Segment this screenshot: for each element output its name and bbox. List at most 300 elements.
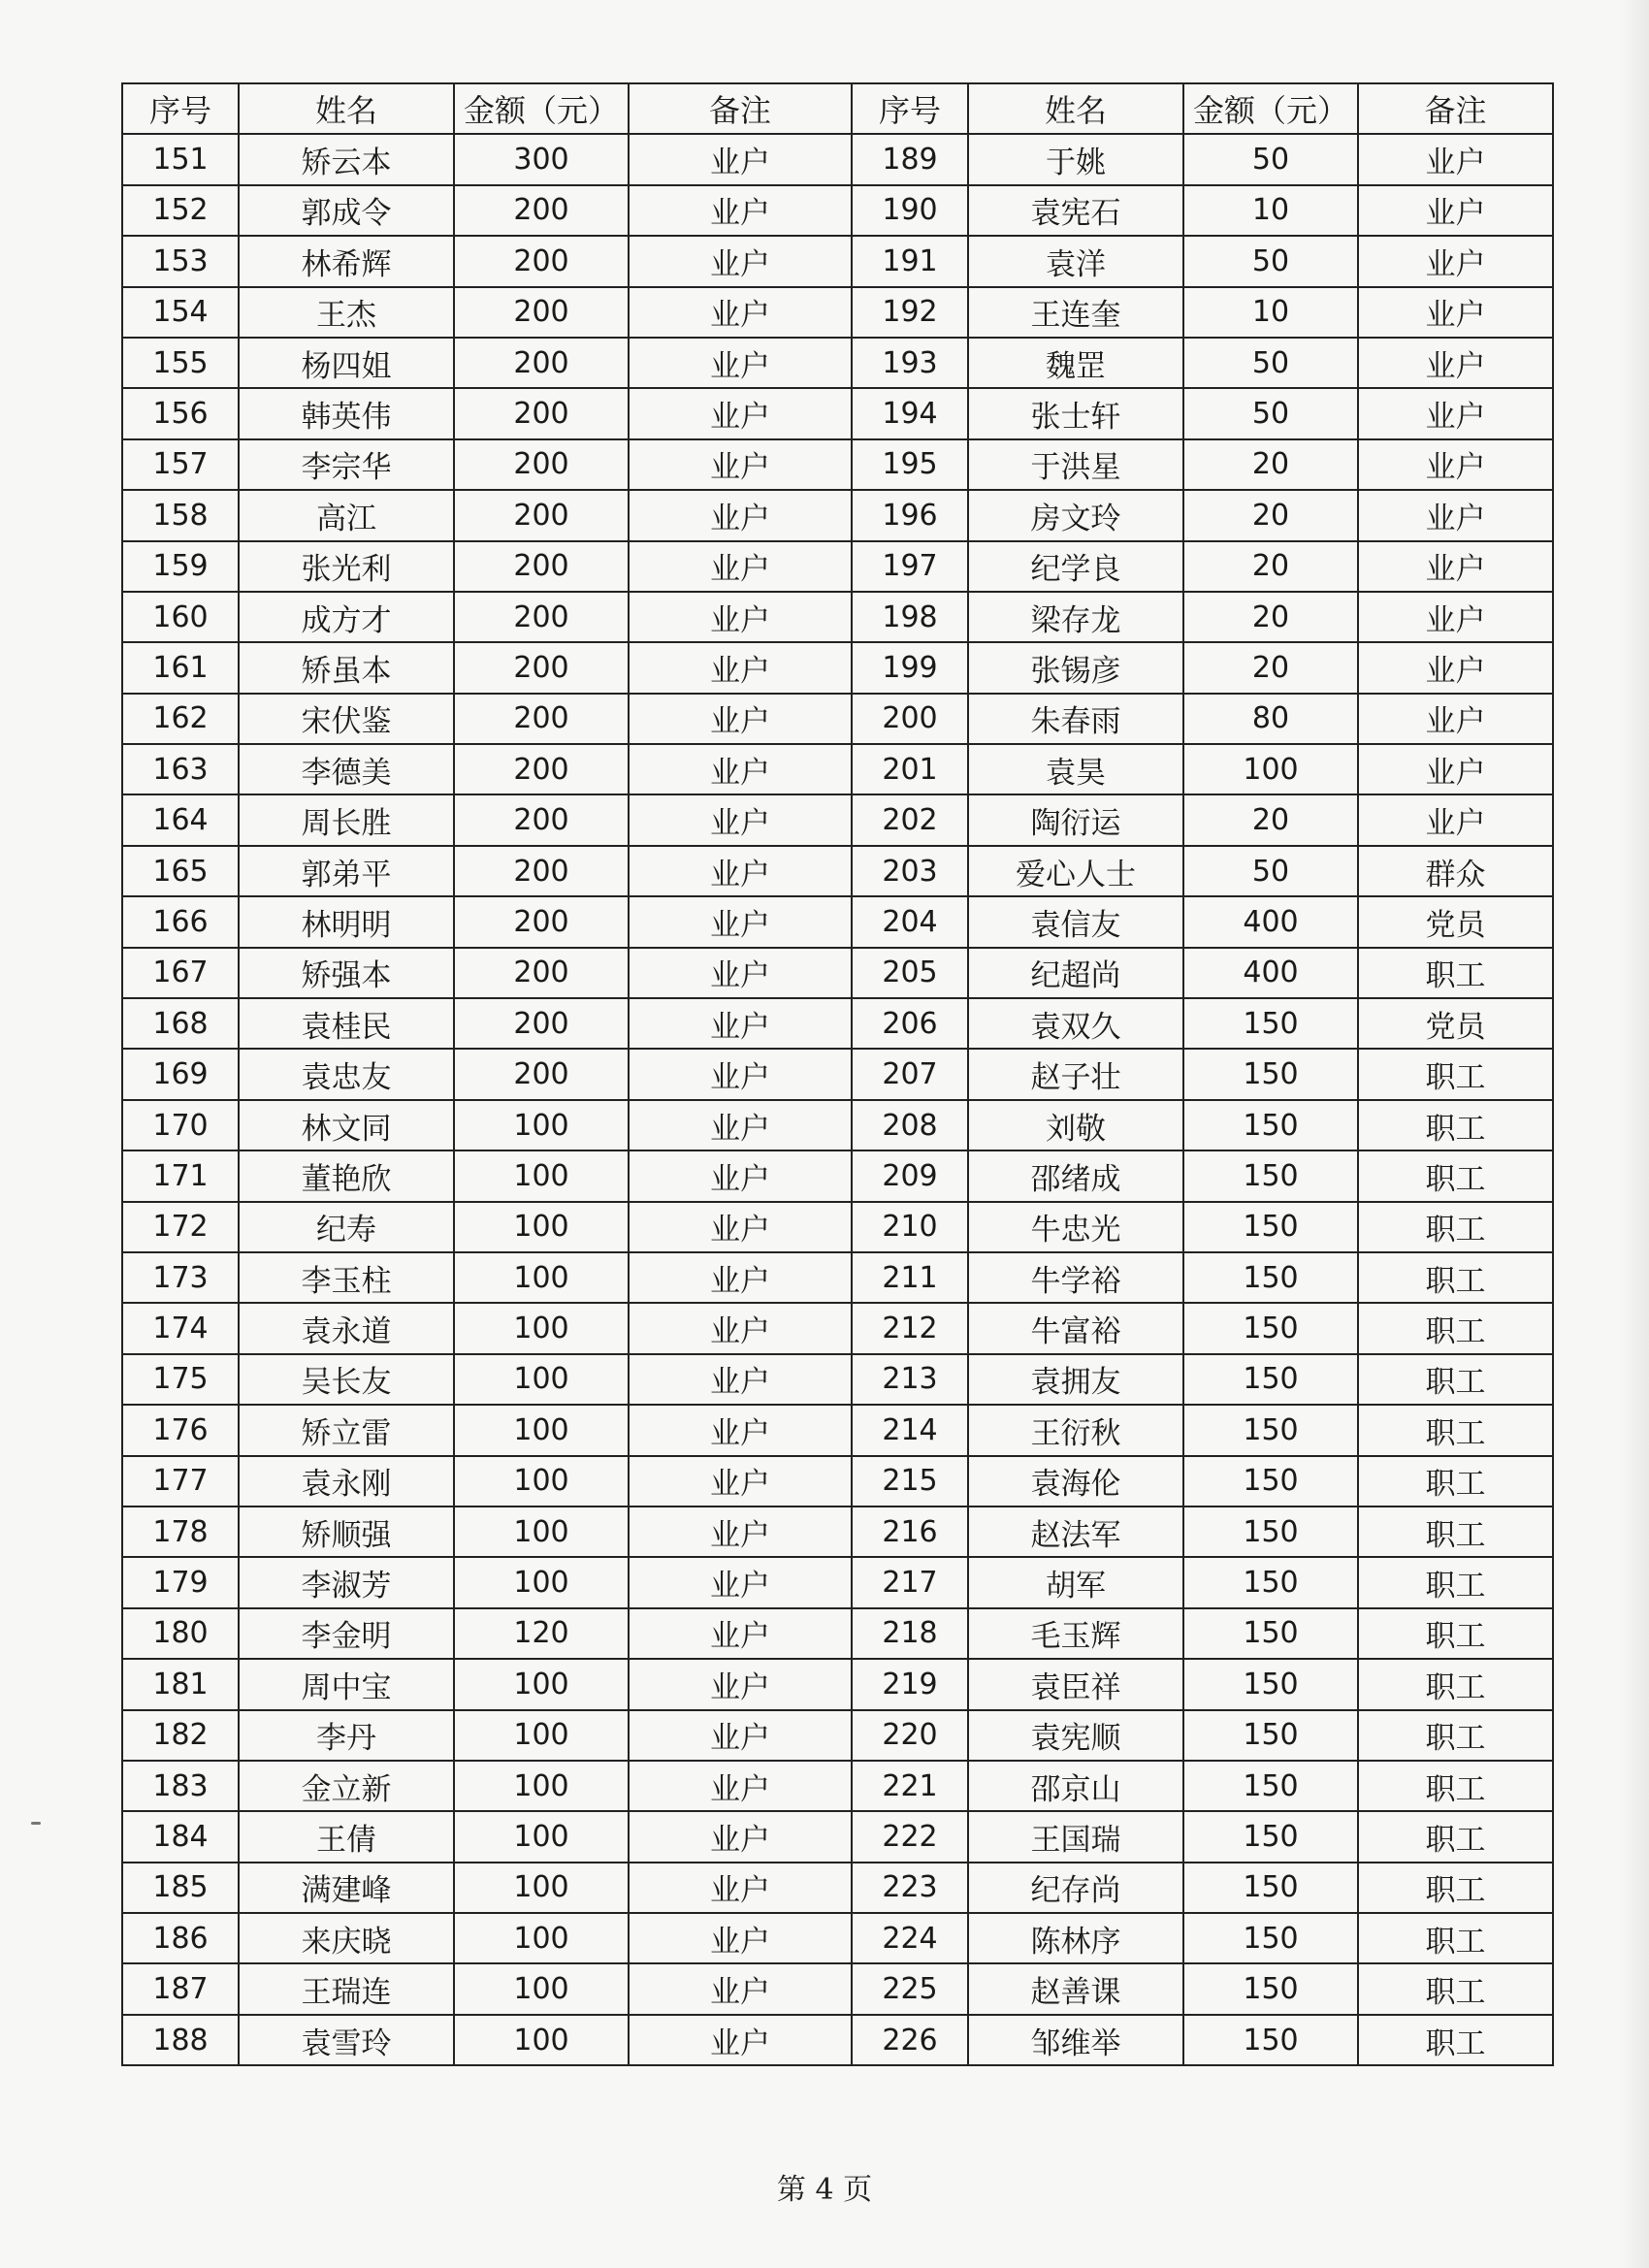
- remark-cell: 业户: [629, 541, 852, 592]
- remark-cell: 业户: [1358, 744, 1553, 794]
- name-cell: 王杰: [239, 287, 454, 338]
- amount-cell: 100: [454, 1863, 629, 1913]
- remark-cell: 业户: [629, 1659, 852, 1709]
- index-cell: 186: [122, 1913, 239, 1963]
- name-cell: 于洪星: [968, 439, 1183, 490]
- amount-cell: 50: [1183, 236, 1358, 286]
- remark-cell: 职工: [1358, 1354, 1553, 1405]
- table-row: [122, 388, 1553, 438]
- amount-cell: 200: [454, 794, 629, 845]
- name-cell: 矫强本: [239, 948, 454, 998]
- remark-cell: 业户: [629, 948, 852, 998]
- name-cell: 爱心人士: [968, 846, 1183, 896]
- amount-cell: 400: [1183, 896, 1358, 947]
- remark-cell: 业户: [629, 1405, 852, 1455]
- amount-cell: 150: [1183, 1303, 1358, 1353]
- name-cell: 来庆晓: [239, 1913, 454, 1963]
- index-cell: 158: [122, 490, 239, 540]
- amount-cell: 150: [1183, 1202, 1358, 1252]
- index-cell: 201: [852, 744, 968, 794]
- name-cell: 毛玉辉: [968, 1608, 1183, 1659]
- index-cell: 209: [852, 1150, 968, 1201]
- amount-cell: 100: [454, 1710, 629, 1761]
- amount-cell: 100: [454, 1811, 629, 1862]
- donation-roster-table: [121, 82, 1554, 2066]
- name-cell: 袁雪玲: [239, 2015, 454, 2065]
- remark-cell: 业户: [1358, 794, 1553, 845]
- remark-cell: 业户: [629, 1963, 852, 2014]
- name-cell: 房文玲: [968, 490, 1183, 540]
- amount-cell: 150: [1183, 1354, 1358, 1405]
- name-cell: 矫虽本: [239, 642, 454, 693]
- amount-cell: 150: [1183, 1100, 1358, 1150]
- index-cell: 163: [122, 744, 239, 794]
- remark-cell: 业户: [629, 1354, 852, 1405]
- amount-cell: 100: [454, 1405, 629, 1455]
- index-cell: 223: [852, 1863, 968, 1913]
- amount-cell: 100: [454, 1761, 629, 1811]
- remark-cell: 业户: [629, 998, 852, 1049]
- index-cell: 178: [122, 1507, 239, 1557]
- amount-cell: 50: [1183, 338, 1358, 388]
- remark-cell: 业户: [1358, 439, 1553, 490]
- index-cell: 212: [852, 1303, 968, 1353]
- index-cell: 159: [122, 541, 239, 592]
- name-cell: 魏罡: [968, 338, 1183, 388]
- amount-cell: 100: [1183, 744, 1358, 794]
- table-row: [122, 998, 1553, 1049]
- index-cell: 176: [122, 1405, 239, 1455]
- index-cell: 190: [852, 185, 968, 236]
- remark-cell: 业户: [629, 846, 852, 896]
- remark-cell: 业户: [629, 1863, 852, 1913]
- amount-cell: 150: [1183, 1049, 1358, 1099]
- table-row: [122, 1863, 1553, 1913]
- amount-cell: 80: [1183, 694, 1358, 744]
- name-cell: 董艳欣: [239, 1150, 454, 1201]
- name-cell: 郭弟平: [239, 846, 454, 896]
- remark-cell: 职工: [1358, 1710, 1553, 1761]
- name-cell: 邵京山: [968, 1761, 1183, 1811]
- name-cell: 李宗华: [239, 439, 454, 490]
- name-cell: 胡军: [968, 1557, 1183, 1607]
- name-cell: 林文同: [239, 1100, 454, 1150]
- amount-cell: 100: [454, 1659, 629, 1709]
- remark-cell: 业户: [629, 1150, 852, 1201]
- index-cell: 202: [852, 794, 968, 845]
- remark-cell: 业户: [629, 694, 852, 744]
- amount-cell: 100: [454, 1354, 629, 1405]
- index-cell: 191: [852, 236, 968, 286]
- remark-cell: 业户: [629, 1202, 852, 1252]
- remark-cell: 业户: [629, 1049, 852, 1099]
- index-cell: 214: [852, 1405, 968, 1455]
- index-cell: 187: [122, 1963, 239, 2014]
- amount-cell: 300: [454, 134, 629, 184]
- index-cell: 165: [122, 846, 239, 896]
- index-cell: 216: [852, 1507, 968, 1557]
- remark-cell: 职工: [1358, 1303, 1553, 1353]
- remark-cell: 业户: [629, 388, 852, 438]
- remark-cell: 职工: [1358, 1405, 1553, 1455]
- index-cell: 208: [852, 1100, 968, 1150]
- index-cell: 162: [122, 694, 239, 744]
- name-cell: 陶衍运: [968, 794, 1183, 845]
- index-cell: 154: [122, 287, 239, 338]
- index-cell: 210: [852, 1202, 968, 1252]
- name-cell: 牛忠光: [968, 1202, 1183, 1252]
- index-cell: 168: [122, 998, 239, 1049]
- amount-cell: 150: [1183, 998, 1358, 1049]
- remark-cell: 业户: [1358, 642, 1553, 693]
- remark-cell: 职工: [1358, 1863, 1553, 1913]
- index-cell: 217: [852, 1557, 968, 1607]
- header-amount: 金额（元）: [1183, 83, 1358, 134]
- amount-cell: 20: [1183, 541, 1358, 592]
- name-cell: 王连奎: [968, 287, 1183, 338]
- name-cell: 袁忠友: [239, 1049, 454, 1099]
- remark-cell: 业户: [629, 592, 852, 642]
- index-cell: 167: [122, 948, 239, 998]
- remark-cell: 职工: [1358, 1252, 1553, 1303]
- name-cell: 袁双久: [968, 998, 1183, 1049]
- amount-cell: 200: [454, 388, 629, 438]
- name-cell: 袁拥友: [968, 1354, 1183, 1405]
- amount-cell: 20: [1183, 439, 1358, 490]
- remark-cell: 业户: [629, 185, 852, 236]
- table-row: [122, 642, 1553, 693]
- remark-cell: 业户: [629, 1507, 852, 1557]
- remark-cell: 职工: [1358, 1049, 1553, 1099]
- table-row: [122, 134, 1553, 184]
- name-cell: 李德美: [239, 744, 454, 794]
- amount-cell: 150: [1183, 1710, 1358, 1761]
- remark-cell: 职工: [1358, 1608, 1553, 1659]
- amount-cell: 100: [454, 1303, 629, 1353]
- amount-cell: 150: [1183, 1863, 1358, 1913]
- name-cell: 袁桂民: [239, 998, 454, 1049]
- name-cell: 纪学良: [968, 541, 1183, 592]
- table-row: [122, 1252, 1553, 1303]
- remark-cell: 职工: [1358, 1963, 1553, 2014]
- index-cell: 155: [122, 338, 239, 388]
- remark-cell: 业户: [629, 134, 852, 184]
- amount-cell: 150: [1183, 1507, 1358, 1557]
- remark-cell: 业户: [629, 236, 852, 286]
- name-cell: 邹维举: [968, 2015, 1183, 2065]
- remark-cell: 业户: [1358, 185, 1553, 236]
- remark-cell: 业户: [629, 439, 852, 490]
- index-cell: 194: [852, 388, 968, 438]
- index-cell: 207: [852, 1049, 968, 1099]
- table-row: [122, 592, 1553, 642]
- name-cell: 纪超尚: [968, 948, 1183, 998]
- name-cell: 张锡彦: [968, 642, 1183, 693]
- remark-cell: 业户: [1358, 236, 1553, 286]
- amount-cell: 10: [1183, 287, 1358, 338]
- remark-cell: 业户: [629, 744, 852, 794]
- roster-body: [122, 134, 1553, 2065]
- index-cell: 184: [122, 1811, 239, 1862]
- name-cell: 袁臣祥: [968, 1659, 1183, 1709]
- amount-cell: 20: [1183, 592, 1358, 642]
- header-index: 序号: [122, 83, 239, 134]
- amount-cell: 150: [1183, 1811, 1358, 1862]
- name-cell: 邵绪成: [968, 1150, 1183, 1201]
- amount-cell: 120: [454, 1608, 629, 1659]
- remark-cell: 业户: [629, 287, 852, 338]
- remark-cell: 党员: [1358, 998, 1553, 1049]
- table-row: [122, 541, 1553, 592]
- index-cell: 221: [852, 1761, 968, 1811]
- amount-cell: 150: [1183, 1913, 1358, 1963]
- table-row: [122, 338, 1553, 388]
- remark-cell: 业户: [629, 1811, 852, 1862]
- table-row: [122, 1659, 1553, 1709]
- table-row: [122, 1557, 1553, 1607]
- index-cell: 185: [122, 1863, 239, 1913]
- remark-cell: 业户: [1358, 541, 1553, 592]
- amount-cell: 200: [454, 236, 629, 286]
- name-cell: 梁存龙: [968, 592, 1183, 642]
- index-cell: 160: [122, 592, 239, 642]
- table-row: [122, 1761, 1553, 1811]
- table-row: [122, 948, 1553, 998]
- page-number: 第 4 页: [776, 2173, 873, 2207]
- name-cell: 李丹: [239, 1710, 454, 1761]
- index-cell: 161: [122, 642, 239, 693]
- name-cell: 王衍秋: [968, 1405, 1183, 1455]
- name-cell: 宋伏鉴: [239, 694, 454, 744]
- remark-cell: 业户: [629, 490, 852, 540]
- remark-cell: 业户: [629, 1761, 852, 1811]
- name-cell: 纪存尚: [968, 1863, 1183, 1913]
- remark-cell: 业户: [629, 1913, 852, 1963]
- table-row: [122, 846, 1553, 896]
- scan-mark: [31, 1822, 41, 1825]
- amount-cell: 150: [1183, 1405, 1358, 1455]
- amount-cell: 20: [1183, 642, 1358, 693]
- name-cell: 赵子壮: [968, 1049, 1183, 1099]
- index-cell: 213: [852, 1354, 968, 1405]
- amount-cell: 150: [1183, 1456, 1358, 1507]
- remark-cell: 职工: [1358, 2015, 1553, 2065]
- amount-cell: 400: [1183, 948, 1358, 998]
- index-cell: 193: [852, 338, 968, 388]
- amount-cell: 100: [454, 1507, 629, 1557]
- index-cell: 189: [852, 134, 968, 184]
- index-cell: 181: [122, 1659, 239, 1709]
- header-name: 姓名: [968, 83, 1183, 134]
- index-cell: 177: [122, 1456, 239, 1507]
- amount-cell: 150: [1183, 1557, 1358, 1607]
- amount-cell: 200: [454, 744, 629, 794]
- index-cell: 183: [122, 1761, 239, 1811]
- header-remark: 备注: [1358, 83, 1553, 134]
- remark-cell: 业户: [629, 1557, 852, 1607]
- index-cell: 170: [122, 1100, 239, 1150]
- remark-cell: 业户: [1358, 338, 1553, 388]
- name-cell: 袁海伦: [968, 1456, 1183, 1507]
- amount-cell: 50: [1183, 134, 1358, 184]
- header-row: [122, 83, 1553, 134]
- name-cell: 张士轩: [968, 388, 1183, 438]
- table-row: [122, 1608, 1553, 1659]
- name-cell: 袁宪石: [968, 185, 1183, 236]
- index-cell: 226: [852, 2015, 968, 2065]
- table-row: [122, 1202, 1553, 1252]
- table-row: [122, 1710, 1553, 1761]
- table-row: [122, 744, 1553, 794]
- remark-cell: 业户: [629, 1710, 852, 1761]
- name-cell: 李金明: [239, 1608, 454, 1659]
- amount-cell: 10: [1183, 185, 1358, 236]
- index-cell: 224: [852, 1913, 968, 1963]
- index-cell: 182: [122, 1710, 239, 1761]
- amount-cell: 150: [1183, 1659, 1358, 1709]
- index-cell: 180: [122, 1608, 239, 1659]
- amount-cell: 50: [1183, 846, 1358, 896]
- name-cell: 刘敬: [968, 1100, 1183, 1150]
- index-cell: 218: [852, 1608, 968, 1659]
- table-row: [122, 1913, 1553, 1963]
- amount-cell: 200: [454, 998, 629, 1049]
- name-cell: 李玉柱: [239, 1252, 454, 1303]
- amount-cell: 100: [454, 1963, 629, 2014]
- index-cell: 198: [852, 592, 968, 642]
- amount-cell: 100: [454, 1150, 629, 1201]
- index-cell: 211: [852, 1252, 968, 1303]
- table-row: [122, 439, 1553, 490]
- index-cell: 172: [122, 1202, 239, 1252]
- name-cell: 王倩: [239, 1811, 454, 1862]
- amount-cell: 200: [454, 439, 629, 490]
- index-cell: 169: [122, 1049, 239, 1099]
- remark-cell: 业户: [629, 1608, 852, 1659]
- name-cell: 周长胜: [239, 794, 454, 845]
- name-cell: 高江: [239, 490, 454, 540]
- name-cell: 袁信友: [968, 896, 1183, 947]
- remark-cell: 业户: [629, 794, 852, 845]
- index-cell: 152: [122, 185, 239, 236]
- amount-cell: 20: [1183, 794, 1358, 845]
- index-cell: 192: [852, 287, 968, 338]
- index-cell: 179: [122, 1557, 239, 1607]
- table-row: [122, 490, 1553, 540]
- amount-cell: 150: [1183, 2015, 1358, 2065]
- remark-cell: 职工: [1358, 1100, 1553, 1150]
- amount-cell: 100: [454, 1252, 629, 1303]
- amount-cell: 150: [1183, 1608, 1358, 1659]
- remark-cell: 职工: [1358, 948, 1553, 998]
- amount-cell: 100: [454, 2015, 629, 2065]
- amount-cell: 200: [454, 490, 629, 540]
- amount-cell: 100: [454, 1456, 629, 1507]
- amount-cell: 200: [454, 1049, 629, 1099]
- remark-cell: 业户: [629, 1252, 852, 1303]
- table-row: [122, 694, 1553, 744]
- table-row: [122, 1150, 1553, 1201]
- table-row: [122, 1303, 1553, 1353]
- amount-cell: 200: [454, 185, 629, 236]
- header-index: 序号: [852, 83, 968, 134]
- table-row: [122, 236, 1553, 286]
- name-cell: 陈林序: [968, 1913, 1183, 1963]
- remark-cell: 业户: [1358, 490, 1553, 540]
- amount-cell: 20: [1183, 490, 1358, 540]
- index-cell: 156: [122, 388, 239, 438]
- header-name: 姓名: [239, 83, 454, 134]
- name-cell: 韩英伟: [239, 388, 454, 438]
- name-cell: 牛富裕: [968, 1303, 1183, 1353]
- amount-cell: 200: [454, 948, 629, 998]
- remark-cell: 群众: [1358, 846, 1553, 896]
- name-cell: 周中宝: [239, 1659, 454, 1709]
- table-row: [122, 896, 1553, 947]
- table-row: [122, 1811, 1553, 1862]
- index-cell: 166: [122, 896, 239, 947]
- amount-cell: 200: [454, 338, 629, 388]
- amount-cell: 200: [454, 287, 629, 338]
- name-cell: 于姚: [968, 134, 1183, 184]
- amount-cell: 200: [454, 694, 629, 744]
- page-edge-shadow: [1620, 0, 1649, 2268]
- index-cell: 173: [122, 1252, 239, 1303]
- name-cell: 吴长友: [239, 1354, 454, 1405]
- table-row: [122, 1100, 1553, 1150]
- table-row: [122, 794, 1553, 845]
- index-cell: 175: [122, 1354, 239, 1405]
- remark-cell: 业户: [629, 1303, 852, 1353]
- header-amount: 金额（元）: [454, 83, 629, 134]
- index-cell: 171: [122, 1150, 239, 1201]
- name-cell: 林明明: [239, 896, 454, 947]
- name-cell: 成方才: [239, 592, 454, 642]
- index-cell: 225: [852, 1963, 968, 2014]
- index-cell: 151: [122, 134, 239, 184]
- amount-cell: 50: [1183, 388, 1358, 438]
- table-row: [122, 1456, 1553, 1507]
- remark-cell: 业户: [629, 896, 852, 947]
- index-cell: 219: [852, 1659, 968, 1709]
- index-cell: 199: [852, 642, 968, 693]
- name-cell: 矫顺强: [239, 1507, 454, 1557]
- remark-cell: 职工: [1358, 1456, 1553, 1507]
- table-row: [122, 185, 1553, 236]
- remark-cell: 职工: [1358, 1761, 1553, 1811]
- remark-cell: 业户: [629, 1100, 852, 1150]
- remark-cell: 职工: [1358, 1913, 1553, 1963]
- amount-cell: 200: [454, 592, 629, 642]
- index-cell: 157: [122, 439, 239, 490]
- index-cell: 196: [852, 490, 968, 540]
- index-cell: 204: [852, 896, 968, 947]
- name-cell: 袁洋: [968, 236, 1183, 286]
- name-cell: 赵善课: [968, 1963, 1183, 2014]
- table-row: [122, 1507, 1553, 1557]
- remark-cell: 职工: [1358, 1557, 1553, 1607]
- remark-cell: 业户: [1358, 287, 1553, 338]
- name-cell: 袁宪顺: [968, 1710, 1183, 1761]
- remark-cell: 业户: [629, 642, 852, 693]
- remark-cell: 业户: [1358, 388, 1553, 438]
- remark-cell: 业户: [1358, 134, 1553, 184]
- table-row: [122, 2015, 1553, 2065]
- name-cell: 矫云本: [239, 134, 454, 184]
- index-cell: 197: [852, 541, 968, 592]
- remark-cell: 业户: [629, 1456, 852, 1507]
- index-cell: 215: [852, 1456, 968, 1507]
